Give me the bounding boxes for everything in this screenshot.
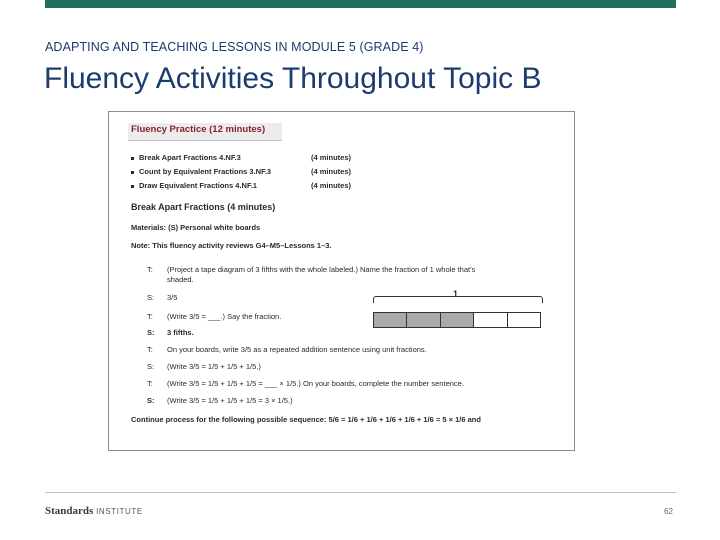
bullet-1-time: (4 minutes)	[311, 153, 352, 162]
dialogue-line: shaded.	[167, 275, 194, 284]
tape-cell-shaded	[407, 313, 440, 327]
fluency-practice-heading: Fluency Practice (12 minutes)	[131, 124, 266, 135]
note-line: Note: This fluency activity reviews G4–M5–Lessons 1–3.	[131, 241, 332, 250]
bullet-3-time: (4 minutes)	[311, 181, 352, 190]
bullet-dot	[131, 157, 134, 160]
footer-divider	[45, 492, 676, 493]
dialogue-line: 3 fifths.	[167, 328, 194, 337]
tape-cell-empty	[474, 313, 507, 327]
speaker-label: T:	[147, 345, 153, 354]
section-title: Break Apart Fractions (4 minutes)	[131, 202, 276, 212]
speaker-label: S:	[147, 396, 155, 405]
page-number: 62	[664, 507, 673, 516]
bullet-2-time: (4 minutes)	[311, 167, 352, 176]
closing-line: Continue process for the following possible sequence: 5/6 = 1/6 + 1/6 + 1/6 + 1/6 + 1/6 = 5 × 1/6 and	[131, 415, 481, 424]
speaker-label: S:	[147, 328, 155, 337]
speaker-label: S:	[147, 293, 155, 302]
tape-brace	[373, 296, 543, 303]
bullet-2: Count by Equivalent Fractions 3.NF.3	[139, 167, 272, 176]
dialogue-line: (Write 3/5 = 1/5 + 1/5 + 1/5 = 3 × 1/5.)	[167, 396, 293, 405]
speaker-label: T:	[147, 265, 153, 274]
standards-institute-logo	[45, 505, 143, 517]
dialogue-line: (Write 3/5 = 1/5 + 1/5 + 1/5 = ___ × 1/5.) On your boards, complete the number sentence.	[167, 379, 464, 388]
bullet-3: Draw Equivalent Fractions 4.NF.1	[139, 181, 257, 190]
dialogue-line: (Write 3/5 = 1/5 + 1/5 + 1/5.)	[167, 362, 261, 371]
dialogue-line: On your boards, write 3/5 as a repeated addition sentence using unit fractions.	[167, 345, 427, 354]
slide-title: Fluency Activities Throughout Topic B	[44, 62, 542, 95]
slide-kicker: ADAPTING AND TEACHING LESSONS IN MODULE 5 (GRADE 4)	[45, 40, 424, 54]
logo-wordmark-strong: Standards	[45, 505, 94, 517]
lesson-document-image	[108, 111, 575, 451]
speaker-label: T:	[147, 379, 153, 388]
bullet-dot	[131, 171, 134, 174]
tape-cell-empty	[508, 313, 540, 327]
logo-wordmark-light: INSTITUTE	[96, 507, 143, 516]
materials-line: Materials: (S) Personal white boards	[131, 223, 261, 232]
speaker-label: S:	[147, 362, 155, 371]
tape-cell-shaded	[374, 313, 407, 327]
top-accent-bar	[45, 0, 676, 8]
dialogue-line: 3/5	[167, 293, 178, 302]
bullet-dot	[131, 185, 134, 188]
tape-whole-label: 1	[453, 289, 459, 299]
bullet-1: Break Apart Fractions 4.NF.3	[139, 153, 241, 162]
dialogue-line: (Write 3/5 = ___.) Say the fraction.	[167, 312, 282, 321]
speaker-label: T:	[147, 312, 153, 321]
tape-cell-shaded	[441, 313, 474, 327]
dialogue-line: (Project a tape diagram of 3 fifths with the whole labeled.) Name the fraction of 1 whole that's	[167, 265, 476, 274]
tape-diagram	[373, 312, 541, 328]
